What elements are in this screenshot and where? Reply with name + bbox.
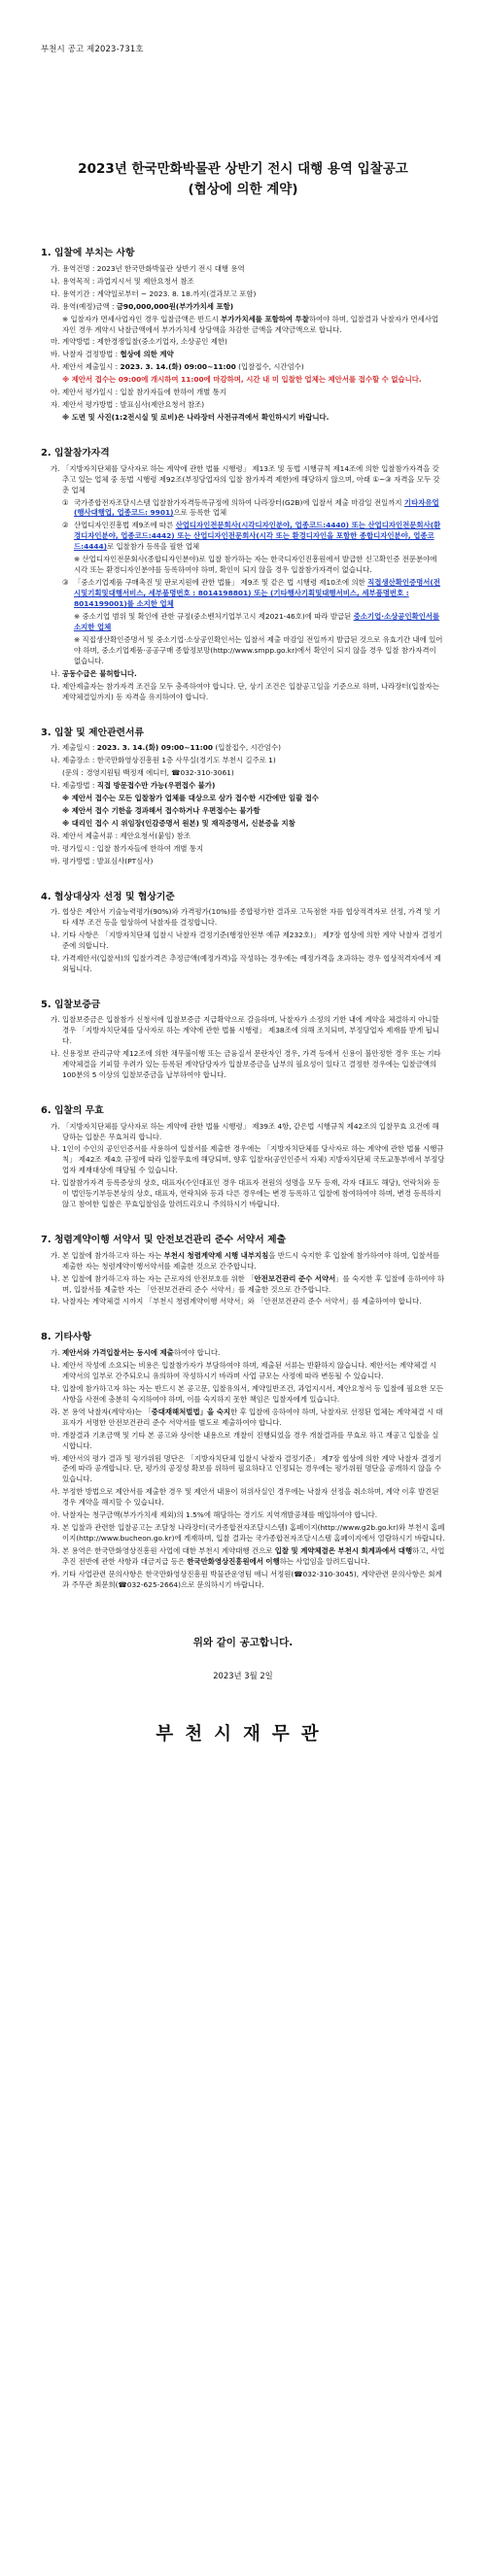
- section-item: [41, 388, 445, 398]
- item-emphasis: 중대재해처벌법」을 숙지: [151, 1407, 230, 1416]
- item-marker: 나.: [51, 1273, 60, 1283]
- item-marker: 사.: [51, 1487, 60, 1497]
- section-item: [41, 375, 445, 386]
- item-marker: 나.: [51, 931, 60, 940]
- item-text: ※ 입찰자가 면세사업자인 경우 입찰금액은 반드시: [62, 314, 222, 323]
- item-text: 하고, 사업추진 전반에 관한 사항과 대금지급 등은: [62, 1546, 445, 1567]
- item-text: (입찰접수, 시간엄수): [213, 743, 281, 753]
- section-item: [41, 555, 445, 576]
- item-text: 입찰에 참가하고자 하는 자는 반드시 본 공고문, 입찰유의서, 계약일반조건, 과업지시서, 제안요청서 등 입찰에 필요한 모든 사항을 사전에 충분히 숙지하여야 하며, 이를 숙지하지 못한 책임은 입찰자에게 있습니다.: [62, 1383, 444, 1404]
- section-item: [41, 1546, 445, 1568]
- item-text: 부정한 방법으로 제안서를 제출한 경우 및 제안서 내용이 허위사실인 경우에는 낙찰자 선정을 취소하며, 계약 이후 발견된 경우 계약을 해지할 수 있습니다.: [62, 1487, 439, 1508]
- item-marker: ③: [62, 578, 69, 588]
- item-marker: 아.: [51, 1510, 60, 1520]
- item-emphasis: 입찰 및 계약체결은 부천시 회계과에서 대행: [274, 1546, 413, 1556]
- item-text: 으로 등록한 업체: [173, 508, 227, 518]
- item-emphasis: ※ 도면 및 사진(1:2전시실 및 로비)은 나라장터 사전규격에서 확인하시기 바랍니다.: [62, 413, 330, 423]
- item-text: ※ 산업디자인전문회사(종합디자인분야)로 입찰 참가하는 자는 한국디자인진흥원에서 발급한 신고확인증 전문분야에 시각 또는 환경디자인분야를 등록하여야 하며, 확인이 되지 않을 경우 입찰참가자격이 없습니다.: [74, 555, 437, 575]
- section-item: [41, 1487, 445, 1508]
- item-marker: 자.: [51, 1523, 60, 1533]
- section-spacer: [41, 1083, 445, 1104]
- item-text: 한 후 입찰에 응하여야 하며, 낙찰자로 선정된 업체는 계약체결 시 대표자가 서명한 안전보건관리 준수 서약서를 별도로 제출하여야 합니다.: [62, 1407, 443, 1427]
- section-item: [41, 1348, 445, 1359]
- item-text: 본 입찰에 참가하고자 하는 자는 근로자의 안전보호를 위한 「: [62, 1273, 255, 1283]
- item-marker: 나.: [51, 276, 60, 286]
- item-text: 낙찰자는 계약체결 시까지 「부천시 청렴계약이행 서약서」와 「안전보건관리 준수 서약서」를 제출하여야 합니다.: [62, 1297, 422, 1306]
- section-item: [41, 635, 445, 667]
- item-marker: 가.: [51, 1015, 60, 1025]
- item-marker: 나.: [51, 1360, 60, 1370]
- item-marker: 다.: [51, 1383, 60, 1393]
- item-emphasis: 금90,000,000원(부가가치세 포함): [116, 301, 234, 311]
- notice-number: 부천시 공고 제2023-731호: [41, 44, 144, 53]
- section-item: [41, 277, 445, 288]
- item-text: 」를 숙지한 후 입찰에 응하여야 하며, 입찰서를 제출한 자는 「안전보건관리 준수 서약서」를 제출한 것으로 간주합니다.: [62, 1273, 445, 1294]
- item-text: 제안서 평가방법 : 발표심사(제안요청서 참조): [62, 400, 205, 410]
- section-item: [41, 350, 445, 360]
- item-text: 입찰참가자격 등록증상의 상호, 대표자(수인대표인 경우 대표자 전원의 성명을 모두 등재, 각자 대표도 해당), 연락처와 등이 법인등기부등본상의 상호, 대표자, 연락처와 등과 다른 경우에는 변경 등록하고 입찰에 참여하여야 하며, 변경 등록하지 않고 참여한 입찰은 무효입찰임을 알려드리오니 주의하시기 바랍니다.: [62, 1178, 441, 1209]
- section-spacer: [41, 977, 445, 999]
- section-heading: 5. 입찰보증금: [41, 999, 101, 1010]
- section-item: [41, 1361, 445, 1382]
- section-heading: 7. 청렴계약이행 서약서 및 안전보건관리 준수 서약서 제출: [41, 1235, 287, 1246]
- section-item: [41, 1122, 445, 1143]
- item-text: 신용정보 관리규약 제12조에 의한 채무불이행 또는 금융질서 문란자인 경우, 가격 등에서 신용이 불안정한 경우 또는 기타 계약체결을 기피할 우려가 있는 등록된 계약담당자가 입찰보증금을 납부의 필요성이 있다고 결정한 경우에는 입찰금액의 100분의 5 이상의 입찰보증금을 납부하여야 합니다.: [62, 1049, 441, 1080]
- section-spacer: [41, 705, 445, 727]
- section-item: [41, 954, 445, 975]
- item-marker: 바.: [51, 1453, 60, 1463]
- section-1: [41, 247, 445, 447]
- item-highlight: 기타자유업(행사대행업, 업종코드: 9901): [74, 497, 439, 518]
- section-item: [41, 907, 445, 929]
- item-marker: 가.: [51, 1250, 60, 1260]
- item-text: 로 입찰참가 등록을 필한 업체: [107, 542, 200, 552]
- item-emphasis: ※ 대리인 접수 시 위임장(인감증명서 원본) 및 재직증명서, 신분증을 지참: [62, 818, 295, 828]
- section-item: [41, 289, 445, 300]
- section-item: [41, 464, 445, 496]
- item-marker: 차.: [51, 1546, 60, 1556]
- section-item: [41, 768, 445, 779]
- section-item: [41, 612, 445, 633]
- section-item: [41, 315, 445, 336]
- section-item: [41, 1431, 445, 1452]
- item-text: 「지방자치단체를 당사자로 하는 계약에 관한 법률 시행령」 제39조 4항, 같은법 시행규칙 제42조의 입찰무효 요건에 해당하는 입찰은 무효처리 합니다.: [62, 1121, 439, 1141]
- item-emphasis: 부가가치세를 포함하여 투찰: [221, 314, 309, 323]
- item-marker: 가.: [51, 1347, 60, 1357]
- item-text: 용역기간 : 계약일로부터 ~ 2023. 8. 18.까지(결과보고 포함): [62, 288, 257, 298]
- item-marker: 다.: [51, 953, 60, 963]
- item-text: (입찰접수, 시간엄수): [235, 362, 304, 372]
- section-item: [41, 756, 445, 766]
- item-text: 을 반드시 숙지한 후 입찰에 참가하여야 하며, 입찰서를 제출한 자는 청렴계약이행서약서를 제출한 것으로 간주합니다.: [62, 1250, 440, 1271]
- section-heading: 4. 협상대상자 선정 및 협상기준: [41, 891, 175, 902]
- section-item: [41, 669, 445, 680]
- section-item: [41, 1510, 445, 1521]
- item-emphasis: 안전보건관리 준수 서약서: [254, 1273, 336, 1283]
- item-text: 제안서 평가일시 : 입찰 참가자들에 한하여 개별 통지: [62, 388, 226, 397]
- section-item: [41, 1049, 445, 1081]
- item-text: 「지방자치단체를 당사자로 하는 계약에 관한 법률 시행령」 제13조 및 동법 시행규칙 제14조에 의한 입찰참가자격을 갖추고 있는 업체 중 동법 시행령 제92조(부정당업자의 입찰 참가자격 제한)에 해당하지 않으며, 아래 ①~③ 자격을 모두 갖춘 업체: [62, 463, 440, 494]
- section-heading: 1. 입찰에 부치는 사항: [41, 248, 135, 259]
- item-text: 평가일시 : 입찰 참가자들에 한하여 개별 통지: [62, 843, 204, 853]
- item-text: 제안서 제출서류 : 제안요청서(붙임) 참조: [62, 830, 191, 840]
- item-text: 본 용역은 한국만화영상진흥원 사업에 대한 부천시 계약대행 건으로: [62, 1546, 275, 1556]
- item-marker: 가.: [51, 907, 60, 917]
- item-marker: 바.: [51, 856, 60, 865]
- section-spacer: [41, 425, 445, 447]
- item-text: 평가방법 : 발표심사(PT심사): [62, 856, 154, 865]
- section-item: [41, 1015, 445, 1047]
- item-emphasis: 제안서와 가격입찰서는 동시에 제출: [62, 1347, 174, 1357]
- item-text: 국가종합전자조달시스템 입찰참가자격등록규정에 의하여 나라장터(G2B)에 입찰서 제출 마감일 전일까지: [74, 497, 404, 507]
- section-item: [41, 831, 445, 842]
- section-7: [41, 1234, 445, 1331]
- item-marker: 나.: [51, 668, 60, 678]
- section-heading: 3. 입찰 및 제안관련서류: [41, 727, 144, 738]
- item-emphasis: 한국만화영상진흥원에서 이행: [187, 1557, 280, 1567]
- item-text: 하는 사업임을 알려드립니다.: [279, 1557, 370, 1567]
- item-text: 산업디자인진흥법 제9조에 따른: [74, 521, 176, 530]
- section-item: [41, 578, 445, 610]
- section-6: [41, 1104, 445, 1234]
- notice-body: [41, 247, 445, 1614]
- item-emphasis: ※ 제안서 접수는 모든 입찰참가 업체를 대상으로 삼가 접수한 시간에만 일괄 접수: [62, 793, 319, 802]
- section-item: [41, 806, 445, 817]
- item-text: 하여야 하며, 입찰결과 낙찰자가 면세사업자인 경우 계약시 낙찰금액에서 부가가치세 상당액을 차감한 금액을 계약금액으로 합니다.: [62, 314, 439, 334]
- item-text: 기타 사항은 「지방자치단체 입찰시 낙찰자 결정기준(행정안전부 예규 제232호)」 제7장 협상에 의한 계약 낙찰자 결정기준에 의합니다.: [62, 931, 443, 951]
- item-emphasis: 2023. 3. 14.(화) 09:00~11:00: [96, 743, 214, 753]
- item-text: 「중소기업제품 구매촉진 및 판로지원에 관한 법률」 제9조 및 같은 법 시행령 제10조에 의한: [74, 578, 368, 588]
- section-item: [41, 498, 445, 520]
- item-marker: 다.: [51, 1178, 60, 1188]
- item-text: 제출장소 : 한국만화영상진흥원 1층 사무실(경기도 부천시 길주로 1): [62, 756, 276, 765]
- section-4: [41, 891, 445, 999]
- item-emphasis: 공동수급은 불허합니다.: [62, 668, 137, 678]
- item-marker: 다.: [51, 1297, 60, 1306]
- item-text: 용역건명 : 2023년 한국만화박물관 상반기 전시 대행 용역: [62, 263, 245, 273]
- item-marker: 라.: [51, 1407, 60, 1416]
- section-item: [41, 1144, 445, 1176]
- section-item: [41, 302, 445, 313]
- item-text: 낙찰자 결정방법 :: [62, 350, 121, 359]
- item-marker: 라.: [51, 301, 60, 311]
- item-marker: 마.: [51, 1430, 60, 1440]
- item-marker: ②: [62, 521, 69, 530]
- section-spacer: [41, 1212, 445, 1234]
- item-emphasis: 협상에 의한 계약: [120, 350, 174, 359]
- item-marker: 다.: [51, 681, 60, 691]
- section-item: [41, 337, 445, 348]
- item-marker: 자.: [51, 400, 60, 410]
- item-text: 용역(예정)금액 :: [62, 301, 117, 311]
- item-text: 용역목적 : 과업지시서 및 제안요청서 참조: [62, 276, 194, 286]
- item-marker: 사.: [51, 362, 60, 372]
- section-item: [41, 844, 445, 855]
- section-item: [41, 1384, 445, 1406]
- section-item: [41, 857, 445, 867]
- page-title: [41, 159, 445, 200]
- item-text: ※ 중소기업 범위 및 확인에 관한 규정(중소벤처기업부고시 제2021-46호)에 따라 발급된: [74, 612, 354, 622]
- closing-statement: 위와 같이 공고합니다.: [192, 1636, 294, 1648]
- item-emphasis: 직접 방문접수만 가능(우편접수 불가): [96, 781, 216, 790]
- item-emphasis: 2023. 3. 14.(화) 09:00~11:00: [120, 362, 236, 372]
- section-item: [41, 1570, 445, 1591]
- section-2: [41, 447, 445, 727]
- section-spacer: [41, 869, 445, 891]
- item-text: 제출일시 :: [62, 743, 97, 753]
- section-item: [41, 931, 445, 952]
- section-item: [41, 400, 445, 411]
- section-heading: 6. 입찰의 무효: [41, 1105, 104, 1117]
- item-text: 본 입찰에 참가하고자 하는 자는: [62, 1250, 164, 1260]
- item-marker: 마.: [51, 843, 60, 853]
- section-item: [41, 819, 445, 830]
- item-text: 입찰보증금은 입찰참가 신청서에 입찰보증금 지급확약으로 갈음하며, 낙찰자가 소정의 기한 내에 계약을 체결하지 아니할 경우 「지방자치단체를 당사자로 하는 계약에 관한 법률 시행령」 제38조에 의해 조치되며, 부정당업자 제재를 받게 됩니다.: [62, 1015, 439, 1046]
- item-marker: 다.: [51, 288, 60, 298]
- section-heading: 2. 입찰참가자격: [41, 448, 110, 459]
- item-text: (문의 : 경영지원팀 백정재 에디터, ☎032-310-3061): [62, 768, 234, 778]
- item-marker: 나.: [51, 756, 60, 765]
- item-text: 기타 사업관련 문의사항은 한국만화영상진흥원 박물관운영팀 애니 서정원(☎032-310-3045), 계약관련 문의사항은 회계과 주무관 최문희(☎032-625-2664)으로 문의하시기 바랍니다.: [62, 1570, 442, 1589]
- item-text: ※ 직접생산확인증명서 및 중소기업·소상공인확인서는 입찰서 제출 마감일 전일까지 발급된 것으로 유효기간 내에 있어야 하며, 중소기업제품·공공구매 종합정보망(http://www.smpp.go.kr)에서 확인이 되지 않을 경우 입찰 참가자격이 없습니다.: [74, 634, 443, 665]
- item-marker: 마.: [51, 337, 60, 347]
- item-text: 제출방법 :: [62, 781, 97, 790]
- section-item: [41, 1407, 445, 1429]
- item-marker: 나.: [51, 1144, 60, 1154]
- section-3: [41, 727, 445, 891]
- item-marker: 가.: [51, 463, 60, 473]
- section-item: [41, 362, 445, 373]
- issuing-authority: 부천시재무관: [156, 1723, 330, 1745]
- section-item: [41, 781, 445, 792]
- item-marker: 가.: [51, 1121, 60, 1131]
- section-heading: 8. 기타사항: [41, 1332, 91, 1343]
- section-spacer: [41, 1309, 445, 1331]
- item-marker: 나.: [51, 1049, 60, 1059]
- item-text: 제안서 작성에 소요되는 비용은 입찰참가자가 부담하여야 하며, 제출된 서류는 반환하지 않습니다. 제안서는 계약체결 시 계약서의 일부로 간주되오니 유의하여 작성하시기 바라며 사업 규모는 사정에 따라 변동될 수 있습니다.: [62, 1360, 437, 1380]
- item-text: 가격제안서(입찰서)의 입찰가격은 추정금액(예정가격)을 작성하는 경우에는 예정가격을 초과하는 경우 협상적격자에서 제외됩니다.: [62, 953, 441, 973]
- section-item: [41, 1178, 445, 1210]
- item-text: 제안서의 평가 결과 및 평가위원 명단은 「지방자치단체 입찰시 낙찰자 결정기준」 제7장 협상에 의한 계약 낙찰자 결정기준에 따라 공개합니다. 단, 평가의 공정성 확보를 위하여 필요하다고 인정되는 경우에는 평가위원 명단을 공개하지 않을 수 있습니다.: [62, 1453, 442, 1484]
- item-text: 계약방법 : 제한경쟁입찰(중소기업자, 소상공인 제한): [62, 337, 227, 347]
- item-highlight: 중소기업·소상공인확인서를 소지한 업체: [74, 612, 440, 631]
- section-item: [41, 1297, 445, 1307]
- item-marker: 카.: [51, 1570, 60, 1579]
- section-8: [41, 1331, 445, 1614]
- section-item: [41, 794, 445, 804]
- section-item: [41, 682, 445, 703]
- item-emphasis: ※ 제안서 접수 기한을 경과해서 접수하거나 우편접수는 불가함: [62, 805, 260, 815]
- section-item: [41, 521, 445, 553]
- item-text: 낙찰자는 청구금액(부가가치세 제외)의 1.5%에 해당하는 경기도 지역개발공채를 매입하여야 합니다.: [62, 1510, 378, 1520]
- item-text: 개찰결과 기초금액 및 기타 본 공고와 상이한 내용으로 개찰이 진행되었을 경우 개찰결과를 무효로 하고 재공고 입찰을 실시합니다.: [62, 1430, 439, 1450]
- item-text: 본 입찰과 관련한 입찰공고는 조달청 나라장터(국가종합전자조달시스템) 홈페이지(http://www.g2b.go.kr)와 부천시 홈페이지(http://www.bucheon.go.kr)에 게재하며, 입찰 결과는 국가종합전자조달시스템 홈페이지에서 열람하시기 바랍니다.: [62, 1523, 445, 1543]
- section-item: [41, 1454, 445, 1486]
- item-marker: 바.: [51, 350, 60, 359]
- item-marker: 아.: [51, 388, 60, 397]
- section-item: [41, 264, 445, 275]
- item-text: 1인이 수인의 공인인증서를 사용하여 입찰서를 제출한 경우에는 「지방자치단체를 당사자로 하는 계약에 관한 법률 시행규칙」 제42조 제4호 규정에 따라 입찰무효에 해당되며, 향후 입찰자(공인인증서 자체) 지방자치단체 국토교통부에서 부정당업자 제재대상에 해당될 수 있습니다.: [62, 1144, 445, 1175]
- item-marker: 다.: [51, 781, 60, 790]
- section-item: [41, 1251, 445, 1272]
- item-text: 협상은 제안서 기술능력평가(90%)와 가격평가(10%)를 종합평가한 결과로 고득점한 자를 협상적격자로 선정, 가격 및 기타 세부 조건 등을 협상하여 낙찰자를 결정합니다.: [62, 907, 441, 928]
- section-item: [41, 413, 445, 424]
- section-item: [41, 743, 445, 754]
- item-text: 제안제출자는 참가자격 조건을 모두 충족하여야 합니다. 단, 상기 조건은 입찰공고일을 기준으로 하며, 나라장터(입찰자는 계약체결일까지) 동 자격을 유지하여야 합니다.: [62, 681, 439, 701]
- title-line-2: (협상에 의한 계약): [188, 182, 298, 198]
- item-text: 제안서 제출일시 :: [62, 362, 121, 372]
- item-marker: 가.: [51, 263, 60, 273]
- item-highlight: 산업디자인전문회사(시각디자인분야, 업종코드:4440) 또는 산업디자인전문회사(환경디자인분야, 업종코드:4442) 또는 산업디자인전문회사(시각 또는 환경디자인을 포함한 종합디자인분야, 업종코드:4444): [74, 521, 441, 552]
- item-highlight: 직접생산확인증명서(전시및기획및대행서비스, 세부품명번호 : 8014198801) 또는 (기타행사기획및대행서비스, 세부품명번호 : 8014199001)를 소지한 업체: [74, 578, 440, 609]
- section-5: [41, 999, 445, 1104]
- title-line-1: 2023년 한국만화박물관 상반기 전시 대행 용역 입찰공고: [78, 161, 408, 178]
- item-warning: ※ 제안서 접수는 09:00에 개시하여 11:00에 마감하며, 시간 내 미 입찰한 업체는 제안서를 접수할 수 없습니다.: [62, 375, 422, 385]
- item-marker: ①: [62, 497, 69, 507]
- section-spacer: [41, 1593, 445, 1614]
- section-item: [41, 1523, 445, 1544]
- item-marker: 가.: [51, 743, 60, 753]
- item-emphasis: 부천시 청렴계약제 시행 내부지침: [163, 1250, 269, 1260]
- section-item: [41, 1274, 445, 1296]
- item-marker: 라.: [51, 830, 60, 840]
- notice-date: 2023년 3월 2일: [213, 1671, 273, 1681]
- item-text: 본 용역 낙찰자(계약자)는 「: [62, 1407, 152, 1416]
- item-text: 하여야 합니다.: [173, 1347, 221, 1357]
